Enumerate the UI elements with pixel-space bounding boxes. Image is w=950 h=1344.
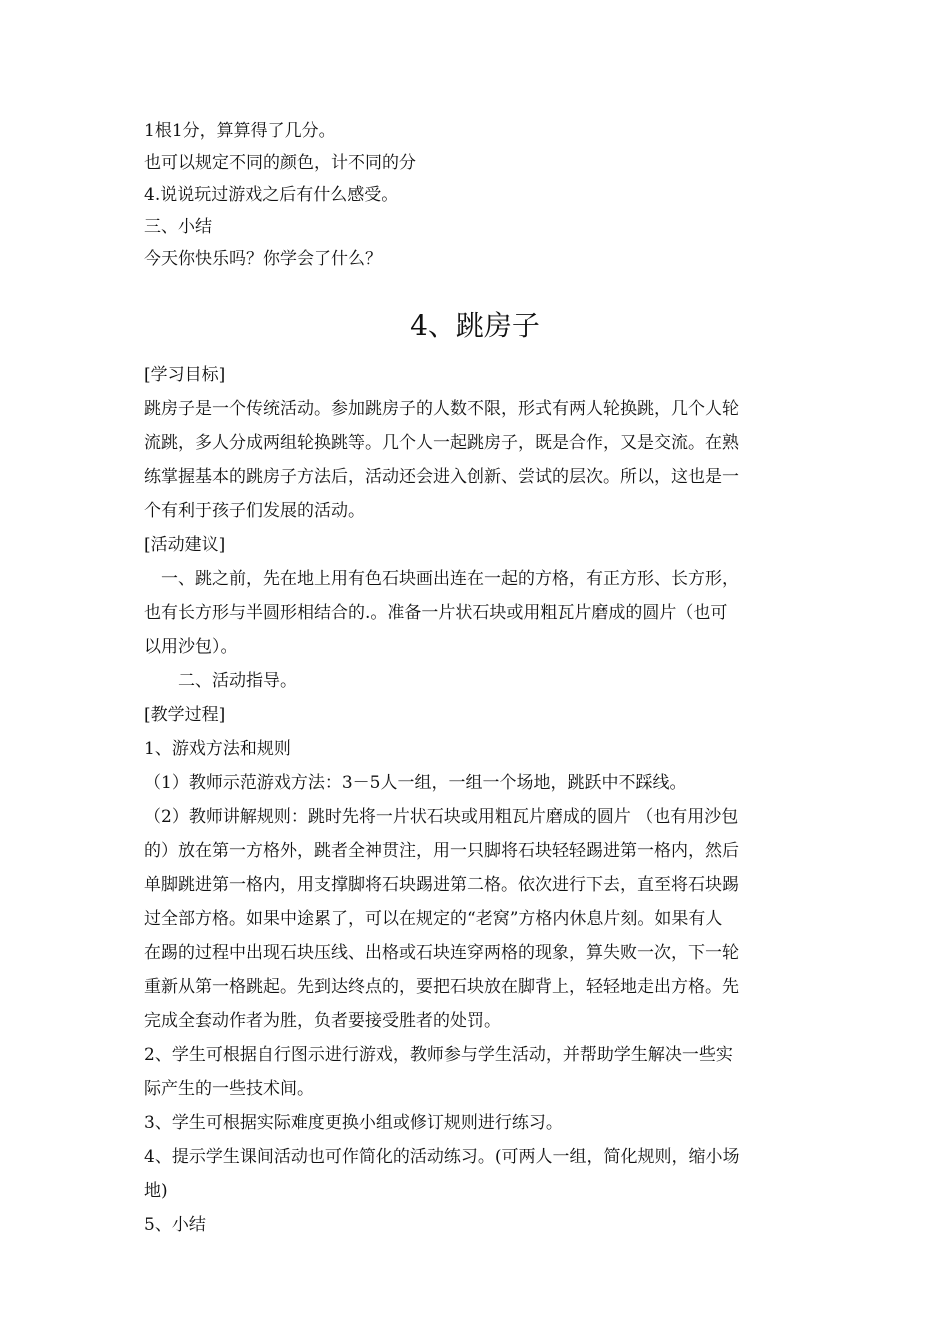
text-line: 过全部方格。如果中途累了，可以在规定的“老窝”方格内休息片刻。如果有人	[144, 909, 723, 929]
text-line: 际产生的一些技术间。	[144, 1079, 314, 1099]
text-line: 二、活动指导。	[144, 671, 297, 691]
text-line: 地)	[144, 1181, 168, 1201]
section-heading: [教学过程]	[144, 705, 226, 725]
text-line: 以用沙包）。	[144, 637, 238, 657]
text-line: 也可以规定不同的颜色，计不同的分	[144, 153, 416, 173]
section-heading: 三、小结	[144, 217, 212, 237]
text-line: 4、提示学生课间活动也可作简化的活动练习。(可两人一组，简化规则，缩小场	[144, 1147, 740, 1167]
text-line: 一、跳之前，先在地上用有色石块画出连在一起的方格，有正方形、长方形，	[144, 569, 739, 589]
text-line: 5、小结	[144, 1215, 206, 1235]
text-line: 的）放在第一方格外，跳者全神贯注，用一只脚将石块轻轻踢进第一格内，然后	[144, 841, 739, 861]
page-title: 4、跳房子	[410, 309, 540, 342]
text-line: 完成全套动作者为胜，负者要接受胜者的处罚。	[144, 1011, 501, 1031]
text-line: 跳房子是一个传统活动。参加跳房子的人数不限，形式有两人轮换跳，几个人轮	[144, 399, 739, 419]
text-line: 1、游戏方法和规则	[144, 739, 291, 759]
text-line: （1）教师示范游戏方法：3－5人一组，一组一个场地，跳跃中不踩线。	[144, 773, 687, 793]
text-line: 1根1分，算算得了几分。	[144, 121, 336, 141]
text-line: 个有利于孩子们发展的活动。	[144, 501, 365, 521]
text-line: 单脚跳进第一格内，用支撑脚将石块踢进第二格。依次进行下去，直至将石块踢	[144, 875, 739, 895]
section-heading: [学习目标]	[144, 365, 226, 385]
text-line: （2）教师讲解规则：跳时先将一片状石块或用粗瓦片磨成的圆片 （也有用沙包	[144, 807, 739, 827]
text-line: 2、学生可根据自行图示进行游戏，教师参与学生活动，并帮助学生解决一些实	[144, 1045, 733, 1065]
text-line: 3、学生可根据实际难度更换小组或修订规则进行练习。	[144, 1113, 563, 1133]
text-line: 今天你快乐吗？你学会了什么？	[144, 249, 382, 269]
text-line: 练掌握基本的跳房子方法后，活动还会进入创新、尝试的层次。所以，这也是一	[144, 467, 739, 487]
text-line: 4.说说玩过游戏之后有什么感受。	[144, 185, 399, 205]
text-line: 在踢的过程中出现石块压线、出格或石块连穿两格的现象，算失败一次，下一轮	[144, 943, 739, 963]
text-line: 重新从第一格跳起。先到达终点的，要把石块放在脚背上，轻轻地走出方格。先	[144, 977, 739, 997]
text-line: 也有长方形与半圆形相结合的.。准备一片状石块或用粗瓦片磨成的圆片（也可	[144, 603, 728, 623]
section-heading: [活动建议]	[144, 535, 226, 555]
text-line: 流跳，多人分成两组轮换跳等。几个人一起跳房子，既是合作，又是交流。在熟	[144, 433, 739, 453]
